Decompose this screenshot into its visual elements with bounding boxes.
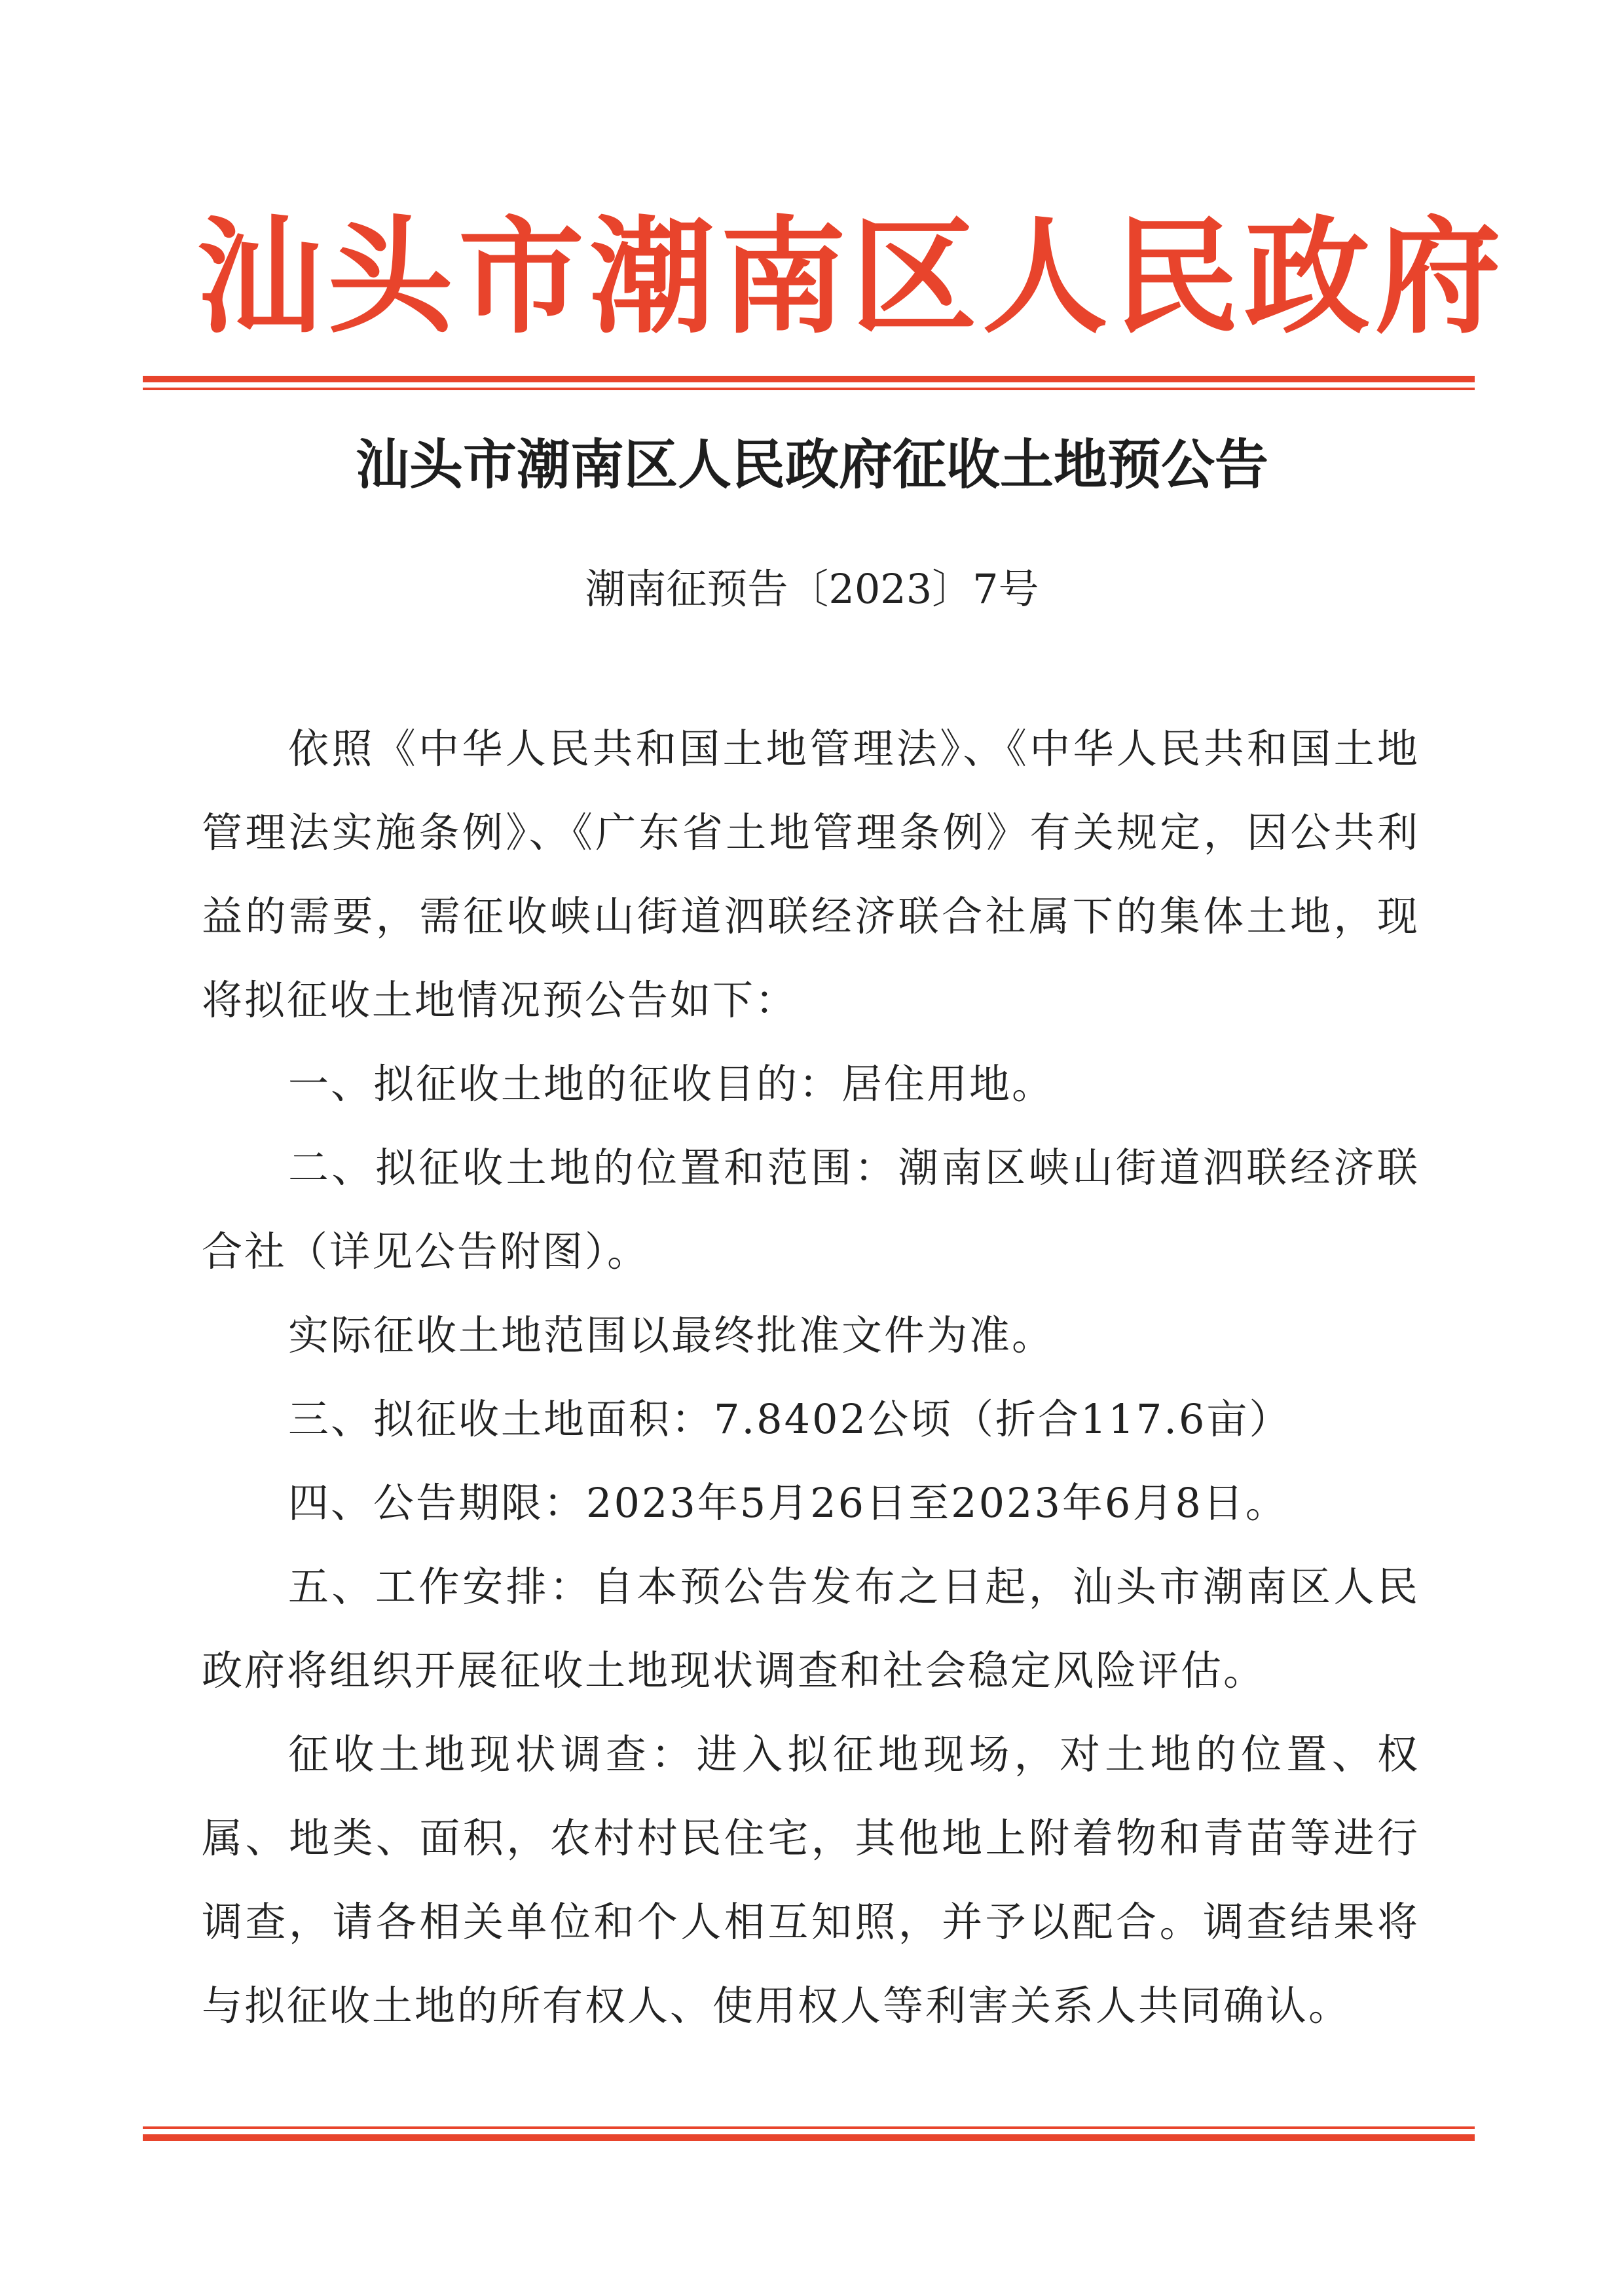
paragraph-survey: 征收土地现状调查：进入拟征地现场，对土地的位置、权属、地类、面积，农村村民住宅，其他地上附着物和青苗等进行调查，请各相关单位和个人相互知照，并予以配合。调查结果将与拟征收土地的所有权人、使用权人等利害关系人共同确认。: [202, 1730, 1420, 2030]
footer-divider-thick: [143, 2134, 1475, 2141]
document-number: 潮南征预告〔2023〕7号: [585, 565, 1039, 613]
paragraph-area: 三、拟征收土地面积：7.8402公顷（折合117.6亩）: [288, 1395, 1292, 1443]
paragraph-purpose: 一、拟征收土地的征收目的：居住用地。: [288, 1060, 1055, 1108]
header-divider-thin: [143, 388, 1475, 390]
paragraph-period: 四、公告期限：2023年5月26日至2023年6月8日。: [288, 1479, 1288, 1527]
document-body: [202, 707, 1420, 2048]
footer-divider-thin: [143, 2126, 1475, 2129]
paragraph-scope-note: 实际征收土地范围以最终批准文件为准。: [288, 1311, 1055, 1359]
document-title: 汕头市潮南区人民政府征收土地预公告: [355, 433, 1268, 496]
paragraph-work-arrangement: 五、工作安排：自本预公告发布之日起，汕头市潮南区人民政府将组织开展征收土地现状调查和社会稳定风险评估。: [202, 1563, 1420, 1694]
issuer-masthead: 汕头市潮南区人民政府: [196, 205, 1506, 351]
paragraph-legal-basis: 依照《中华人民共和国土地管理法》、《中华人民共和国土地管理法实施条例》、《广东省土地管理条例》有关规定，因公共利益的需要，需征收峡山街道泗联经济联合社属下的集体土地，现将拟征收土地情况预公告如下：: [202, 725, 1420, 1024]
header-divider-thick: [143, 376, 1475, 382]
paragraph-location: 二、拟征收土地的位置和范围：潮南区峡山街道泗联经济联合社（详见公告附图）。: [202, 1144, 1420, 1275]
